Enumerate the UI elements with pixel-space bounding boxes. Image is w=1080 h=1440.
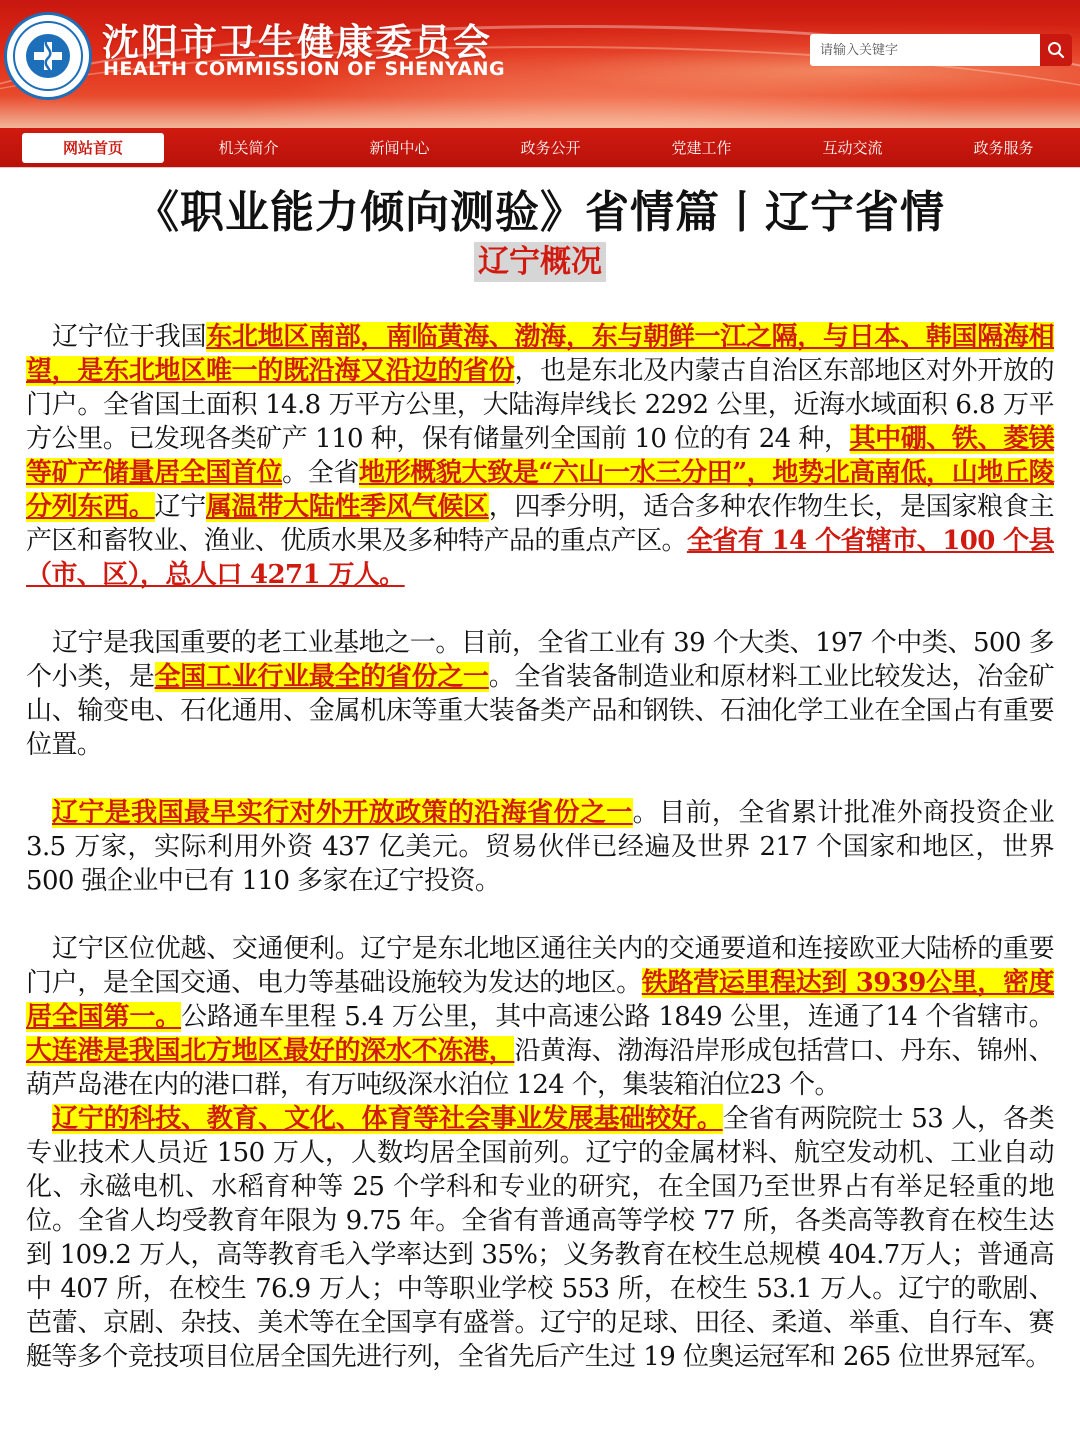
highlight-text: 属温带大陆性季风气候区 [205, 492, 489, 522]
highlight-text: 大连港是我国北方地区最好的深水不冻港， [26, 1036, 515, 1066]
commission-logo-icon[interactable] [4, 12, 92, 100]
text-run: ，四季分明，适合多种农作物生长，是国家粮食主产区和畜牧业、渔业、优质水果及多种特产品的重点产区。 [26, 492, 1054, 556]
header-banner [0, 0, 1080, 128]
logo-emblem-icon [10, 18, 86, 94]
nav-item-government-affairs[interactable]: 政务公开 [520, 139, 581, 157]
search-button[interactable] [1040, 34, 1072, 66]
nav-item-interaction[interactable]: 互动交流 [822, 139, 883, 157]
highlight-text: 全国工业行业最全的省份之一 [154, 662, 489, 692]
text-run: 沿黄海、渤海沿岸形成包括营口、丹东、锦州、葫芦岛港在内的港口群，有万吨级深水泊位 124 个，集装箱泊位23 个。 [26, 1036, 1054, 1100]
text-run: 公路通车里程 5.4 万公里，其中高速公路 1849 公里，连通了14 个省辖市。 [181, 1002, 1054, 1032]
paragraph-opening-up [26, 796, 1054, 898]
text-run: 。全省装备制造业和原材料工业比较发达，冶金矿山、输变电、石化通用、金属机床等重大装备类产品和钢铁、石油化学工业在全国占有重要位置。 [26, 662, 1054, 760]
nav-item-services[interactable]: 政务服务 [973, 139, 1034, 157]
search-box [810, 34, 1072, 66]
search-input[interactable] [818, 35, 1040, 65]
nav-item-news[interactable]: 新闻中心 [369, 139, 430, 157]
article-subtitle-wrap [0, 242, 1080, 282]
nav-item-party-building[interactable]: 党建工作 [671, 139, 732, 157]
text-run: 全省有两院院士 53 人，各类专业技术人员近 150 万人，人数均居全国前列。辽宁的金属材料、航空发动机、工业自动化、永磁电机、水稻育种等 25 个学科和专业的研究，在全国乃至世界占有举足轻重的地位。全省人均受教育年限为 9.75 年。全省有普通高等学校 77 所，各类高等教育在校生达到 109.2 万人，高等教育毛入学率达到 35%；义务教育在校生总规模 404.7万人；普通高中 407 所，在校生 76.9 万人；中等职业学校 553 所，在校生 53.1 万人。辽宁的歌剧、芭蕾、京剧、杂技、美术等在全国享有盛誉。辽宁的足球、田径、柔道、举重、自行车、赛艇等多个竞技项目位居全国先进行列，全省先后产生过 19 位奥运冠军和 265 位世界冠军。 [26, 1104, 1054, 1372]
highlight-text: 铁路营运里程达到 3939公里，密度居全国第一。 [26, 968, 1054, 1032]
text-run: 。目前，全省累计批准外商投资企业 3.5 万家，实际利用外资 437 亿美元。贸易伙伴已经遍及世界 217 个国家和地区，世界 500 强企业中已有 110 多家在辽宁投资。 [26, 798, 1054, 896]
text-run: 。全省 [282, 458, 360, 488]
paragraph-overview [26, 320, 1054, 592]
highlight-text: 东北地区南部，南临黄海、渤海，东与朝鲜一江之隔，与日本、韩国隔海相望，是东北地区唯一的既沿海又沿边的省份 [26, 322, 1054, 386]
article-title: 《职业能力倾向测验》省情篇丨辽宁省情 [135, 187, 945, 238]
highlight-text: 地形概貌大致是“六山一水三分田”，地势北高南低，山地丘陵分列东西。 [26, 458, 1054, 522]
main-nav [0, 128, 1080, 168]
text-run: 辽宁 [154, 492, 206, 522]
highlight-text: 其中硼、铁、菱镁等矿产储量居全国首位 [26, 424, 1055, 488]
text-run: 辽宁是我国重要的老工业基地之一。目前，全省工业有 39 个大类、197 个中类、500 多个小类，是 [26, 628, 1054, 692]
site-subtitle: HEALTH COMMISSION OF SHENYANG [103, 58, 506, 80]
paragraph-transport [26, 932, 1054, 1102]
article-body [0, 320, 1080, 1374]
site-title: 沈阳市卫生健康委员会 [102, 21, 492, 64]
emphasis-text: 全省有 14 个省辖市、100 个县（市、区），总人口 4271 万人。 [26, 526, 1054, 590]
text-run: ，也是东北及内蒙古自治区东部地区对外开放的门户。全省国土面积 14.8 万平方公里，大陆海岸线长 2292 公里，近海水域面积 6.8 万平方公里。已发现各类矿产 110 种，保有储量列全国前 10 位的有 24 种， [26, 356, 1054, 454]
article-subtitle: 辽宁概况 [474, 242, 606, 282]
highlight-text: 辽宁是我国最早实行对外开放政策的沿海省份之一 [52, 798, 633, 828]
paragraph-industry [26, 626, 1054, 762]
search-icon [1047, 41, 1065, 59]
paragraph-society [26, 1102, 1054, 1374]
highlight-text: 辽宁的科技、教育、文化、体育等社会事业发展基础较好。 [52, 1104, 723, 1134]
nav-item-home[interactable]: 网站首页 [22, 133, 164, 163]
text-run: 辽宁区位优越、交通便利。辽宁是东北地区通往关内的交通要道和连接欧亚大陆桥的重要门户，是全国交通、电力等基础设施较为发达的地区。 [26, 934, 1054, 998]
nav-item-about[interactable]: 机关简介 [218, 139, 279, 157]
text-run: 辽宁位于我国 [52, 322, 207, 352]
